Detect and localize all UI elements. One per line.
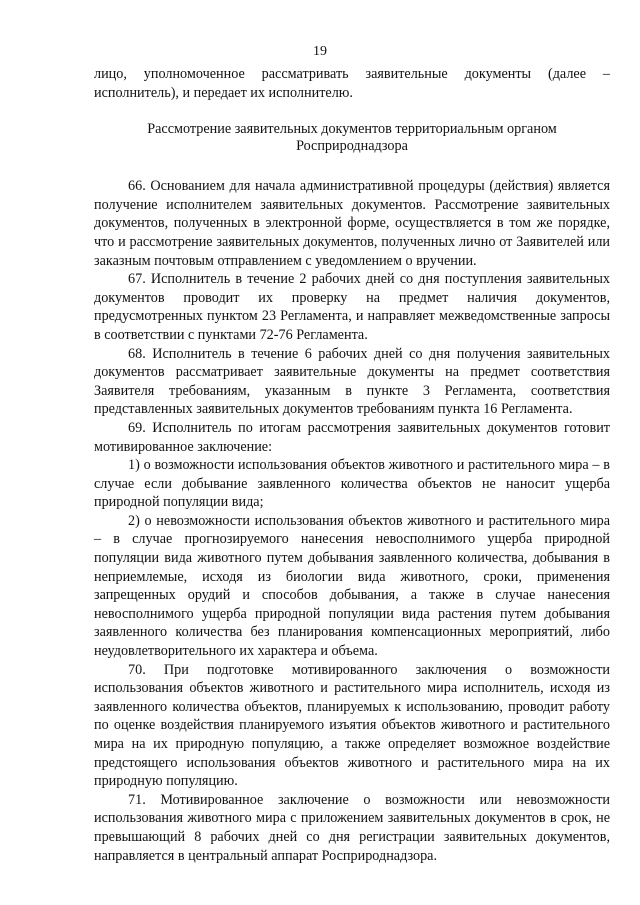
paragraph-67: 67. Исполнитель в течение 2 рабочих дней со дня поступления заявительных документов проводит их проверку на предмет наличия документов, предусмотренных пунктом 23 Регламента, и направляет межведомственные запросы в соответствии с пунктами 72-76 Регламента. <box>94 271 610 343</box>
paragraph-71: 71. Мотивированное заключение о возможности или невозможности использования животного мира с приложением заявительных документов в срок, не превышающий 8 рабочих дней со дня регистрации заявительных документов, направляется в центральный аппарат Росприроднадзора. <box>94 791 610 864</box>
paragraph-66: 66. Основанием для начала административной процедуры (действия) является получение исполнителем заявительных документов. Рассмотрение заявительных документов, полученных в электронной форме, осуществляется в том же порядке, что и рассмотрение заявительных документов, полученных лично от Заявителей или заказным почтовым отправлением с уведомлением о вручении. <box>94 178 610 269</box>
page-number: 19 <box>313 44 327 59</box>
continuation-paragraph: лицо, уполномоченное рассматривать заявительные документы (далее – исполнитель), и передает их исполнителю. <box>94 66 610 101</box>
section-heading: Рассмотрение заявительных документов территориальным органом Росприроднадзора <box>147 121 557 155</box>
document-body <box>94 65 610 865</box>
list-item-1: 1) о возможности использования объектов животного и растительного мира – в случае если добывание заявленного количества объектов не наносит ущерба природной популяции вида; <box>94 457 610 511</box>
list-item-2: 2) о невозможности использования объектов животного и растительного мира – в случае прогнозируемого нанесения невосполнимого ущерба природной популяции вида животного путем добывания заявленного количества, добывания в неприемлемые, исходя из биологии вида животного, сроки, применения запрещенных орудий и способов добывания, а также в случае нанесения невосполнимого ущерба природной популяции вида растения путем добывания заявленного количества без планирования компенсационных мероприятий, либо неудовлетворительного их характера и объема. <box>94 512 610 660</box>
paragraph-70: 70. При подготовке мотивированного заключения о возможности использования объектов животного и растительного мира исполнитель, исходя из заявленного количества объектов, планируемых к использованию, проводит работу по оценке воздействия планируемого изъятия объектов животного и растительного мира на их природную популяцию, а также определяет возможное воздействие предстоящего использования объектов животного и растительного мира на их природную популяцию. <box>94 661 610 790</box>
paragraph-68: 68. Исполнитель в течение 6 рабочих дней со дня получения заявительных документов рассматривает заявительные документы на предмет соответствия Заявителя требованиям, указанным в пункте 3 Регламента, соответствия представленных заявительных документов требованиям пункта 16 Регламента. <box>94 345 610 418</box>
paragraph-69: 69. Исполнитель по итогам рассмотрения заявительных документов готовит мотивированное заключение: <box>94 419 610 455</box>
